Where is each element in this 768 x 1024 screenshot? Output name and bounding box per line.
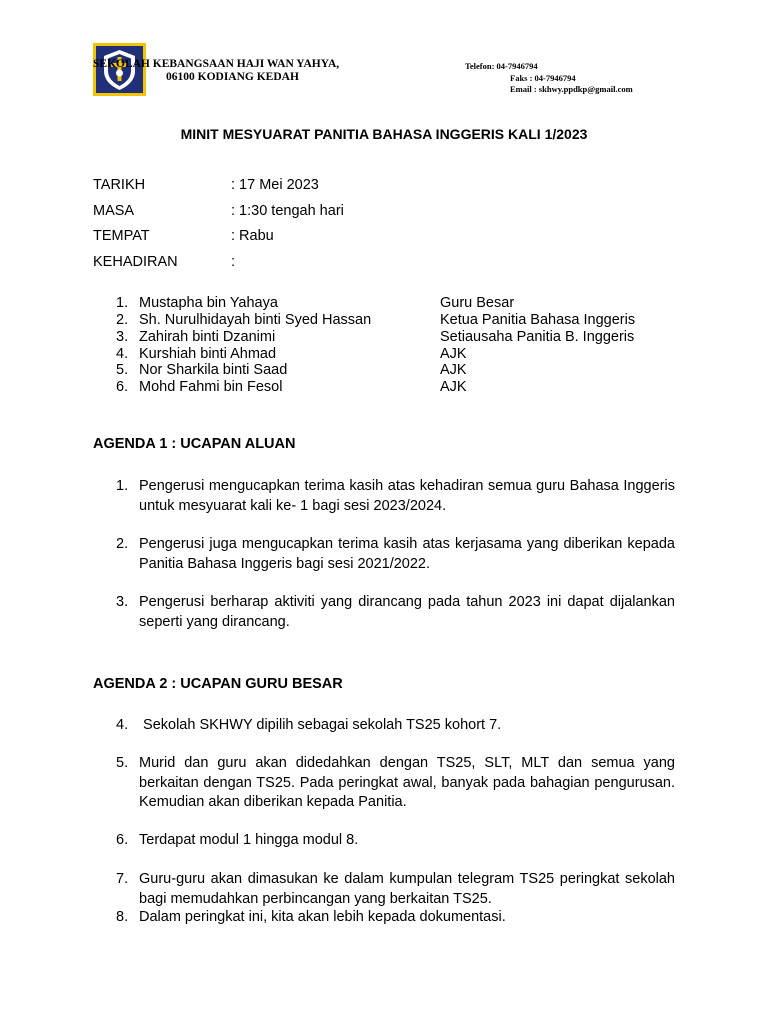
item-text: Dalam peringkat ini, kita akan lebih kepada dokumentasi. [139,909,506,925]
attendance-number: 1. [116,295,129,311]
attendance-number: 4. [116,346,129,362]
info-label: KEHADIRAN [93,254,178,270]
item-text: Sekolah SKHWY dipilih sebagai sekolah TS25 kohort 7. [139,717,502,733]
item-number: 7. [116,871,129,887]
info-label: MASA [93,203,135,219]
item-text: Terdapat modul 1 hingga modul 8. [139,832,359,848]
school-address: 06100 KODIANG KEDAH [166,71,299,83]
info-value: : 1:30 tengah hari [231,203,344,219]
agenda-item [116,831,675,851]
item-text: Pengerusi berharap aktiviti yang dirancang pada tahun 2023 ini dapat dijalankan seperti yang dirancang. [139,594,675,630]
school-name: SEKOLAH KEBANGSAAN HAJI WAN YAHYA, [93,58,340,70]
agenda-item [116,754,675,813]
info-value: : Rabu [231,228,274,244]
item-number: 2. [116,536,129,552]
item-number: 5. [116,755,129,771]
item-number: 6. [116,832,129,848]
info-label: TEMPAT [93,228,150,244]
attendance-name: Sh. Nurulhidayah binti Syed Hassan [139,312,372,328]
telefon-text: Telefon: 04-7946794 [465,61,538,71]
attendance-name: Mohd Fahmi bin Fesol [139,379,283,395]
agenda-item [116,593,675,632]
agenda1-heading: AGENDA 1 : UCAPAN ALUAN [93,436,296,452]
agenda-item [116,908,675,928]
item-text: Guru-guru akan dimasukan ke dalam kumpulan telegram TS25 peringkat sekolah bagi memudahkan perbincangan yang berkaitan TS25. [139,871,675,907]
attendance-number: 3. [116,329,129,345]
info-value: : [231,254,236,270]
info-label: TARIKH [93,177,146,193]
agenda2-heading: AGENDA 2 : UCAPAN GURU BESAR [93,676,343,692]
item-text: Pengerusi mengucapkan terima kasih atas kehadiran semua guru Bahasa Inggeris untuk mesyuarat kali ke- 1 bagi sesi 2023/2024. [139,478,675,514]
attendance-role: AJK [440,346,467,362]
document-title: MINIT MESYUARAT PANITIA BAHASA INGGERIS KALI 1/2023 [180,126,588,142]
item-text: Pengerusi juga mengucapkan terima kasih atas kerjasama yang diberikan kepada Panitia Bahasa Inggeris bagi sesi 2021/2022. [139,536,675,572]
attendance-name: Zahirah binti Dzanimi [139,329,276,345]
attendance-role: AJK [440,362,467,378]
attendance-name: Mustapha bin Yahaya [139,295,278,311]
item-text: Murid dan guru akan didedahkan dengan TS25, SLT, MLT dan semua yang berkaitan dengan TS25. Pada peringkat awal, banyak pada bahagian pengurusan. Kemudian akan diberikan kepada Panitia. [139,755,675,810]
agenda-item [116,716,675,736]
attendance-number: 6. [116,379,129,395]
attendance-role: Ketua Panitia Bahasa Inggeris [440,312,636,328]
attendance-number: 5. [116,362,129,378]
agenda-item [116,870,675,909]
item-number: 3. [116,594,129,610]
item-number: 1. [116,478,129,494]
attendance-name: Nor Sharkila binti Saad [139,362,288,378]
item-number: 8. [116,909,129,925]
attendance-role: Guru Besar [440,295,515,311]
item-number: 4. [116,717,129,733]
email-text: Email : skhwy.ppdkp@gmail.com [510,84,633,94]
attendance-number: 2. [116,312,129,328]
info-value: : 17 Mei 2023 [231,177,319,193]
faks-text: Faks : 04-7946794 [510,73,576,83]
agenda-item [116,535,675,574]
attendance-role: Setiausaha Panitia B. Inggeris [440,329,635,345]
attendance-role: AJK [440,379,467,395]
agenda-item [116,477,675,516]
attendance-name: Kurshiah binti Ahmad [139,346,277,362]
